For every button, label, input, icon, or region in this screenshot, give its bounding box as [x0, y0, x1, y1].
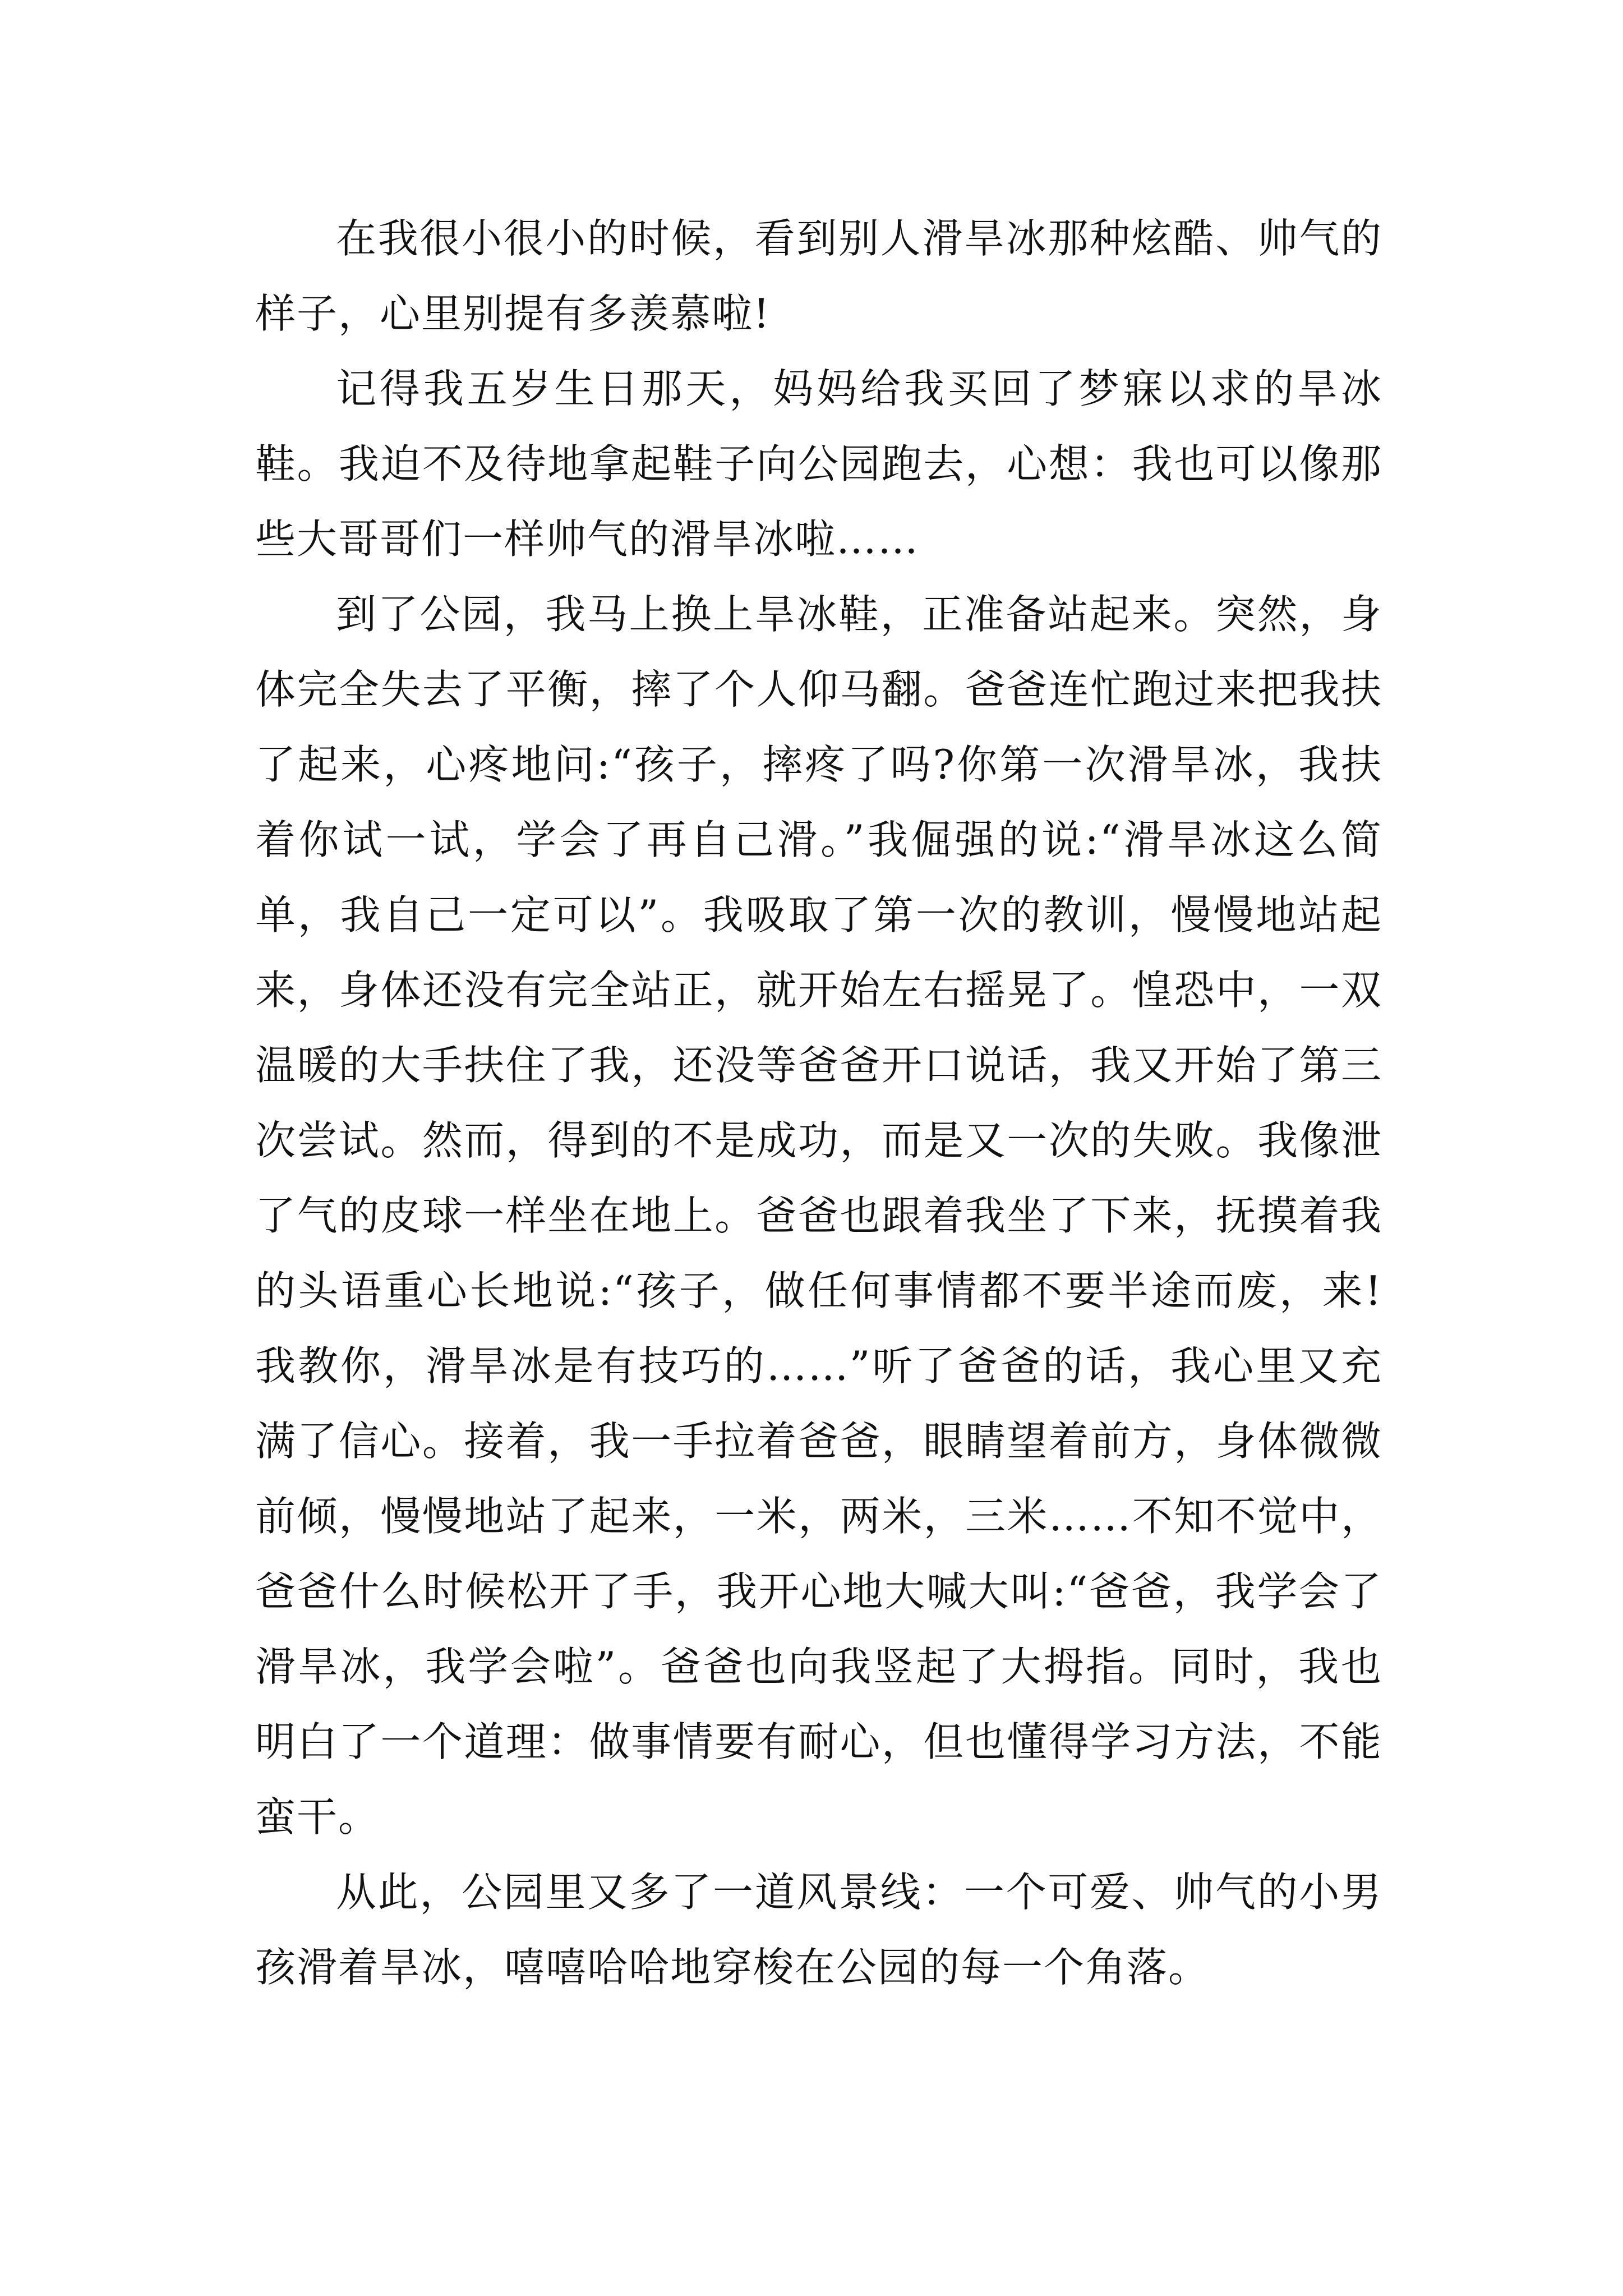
paragraph-4: 从此，公园里又多了一道风景线：一个可爱、帅气的小男孩滑着旱冰，嘻嘻哈哈地穿梭在公园的每一个角落。 — [255, 1869, 1382, 1991]
document-body — [255, 201, 1382, 2005]
paragraph-2: 记得我五岁生日那天，妈妈给我买回了梦寐以求的旱冰鞋。我迫不及待地拿起鞋子向公园跑去，心想：我也可以像那些大哥哥们一样帅气的滑旱冰啦…… — [255, 365, 1382, 563]
paragraph-3: 到了公园，我马上换上旱冰鞋，正准备站起来。突然，身体完全失去了平衡，摔了个人仰马翻。爸爸连忙跑过来把我扶了起来，心疼地问:“孩子，摔疼了吗?你第一次滑旱冰，我扶着你试一试，学会了再自己滑。”我倔强的说:“滑旱冰这么简单，我自己一定可以”。我吸取了第一次的教训，慢慢地站起来，身体还没有完全站正，就开始左右摇晃了。惶恐中，一双温暖的大手扶住了我，还没等爸爸开口说话，我又开始了第三次尝试。然而，得到的不是成功，而是又一次的失败。我像泄了气的皮球一样坐在地上。爸爸也跟着我坐了下来，抚摸着我的头语重心长地说:“孩子，做任何事情都不要半途而废，来!我教你，滑旱冰是有技巧的……”听了爸爸的话，我心里又充满了信心。接着，我一手拉着爸爸，眼睛望着前方，身体微微前倾，慢慢地站了起来，一米，两米，三米……不知不觉中，爸爸什么时候松开了手，我开心地大喊大叫:“爸爸，我学会了滑旱冰，我学会啦”。爸爸也向我竖起了大拇指。同时，我也明白了一个道理：做事情要有耐心，但也懂得学习方法，不能蛮干。 — [255, 591, 1382, 1841]
paragraph-1: 在我很小很小的时候，看到别人滑旱冰那种炫酷、帅气的样子，心里别提有多羡慕啦! — [255, 215, 1382, 337]
